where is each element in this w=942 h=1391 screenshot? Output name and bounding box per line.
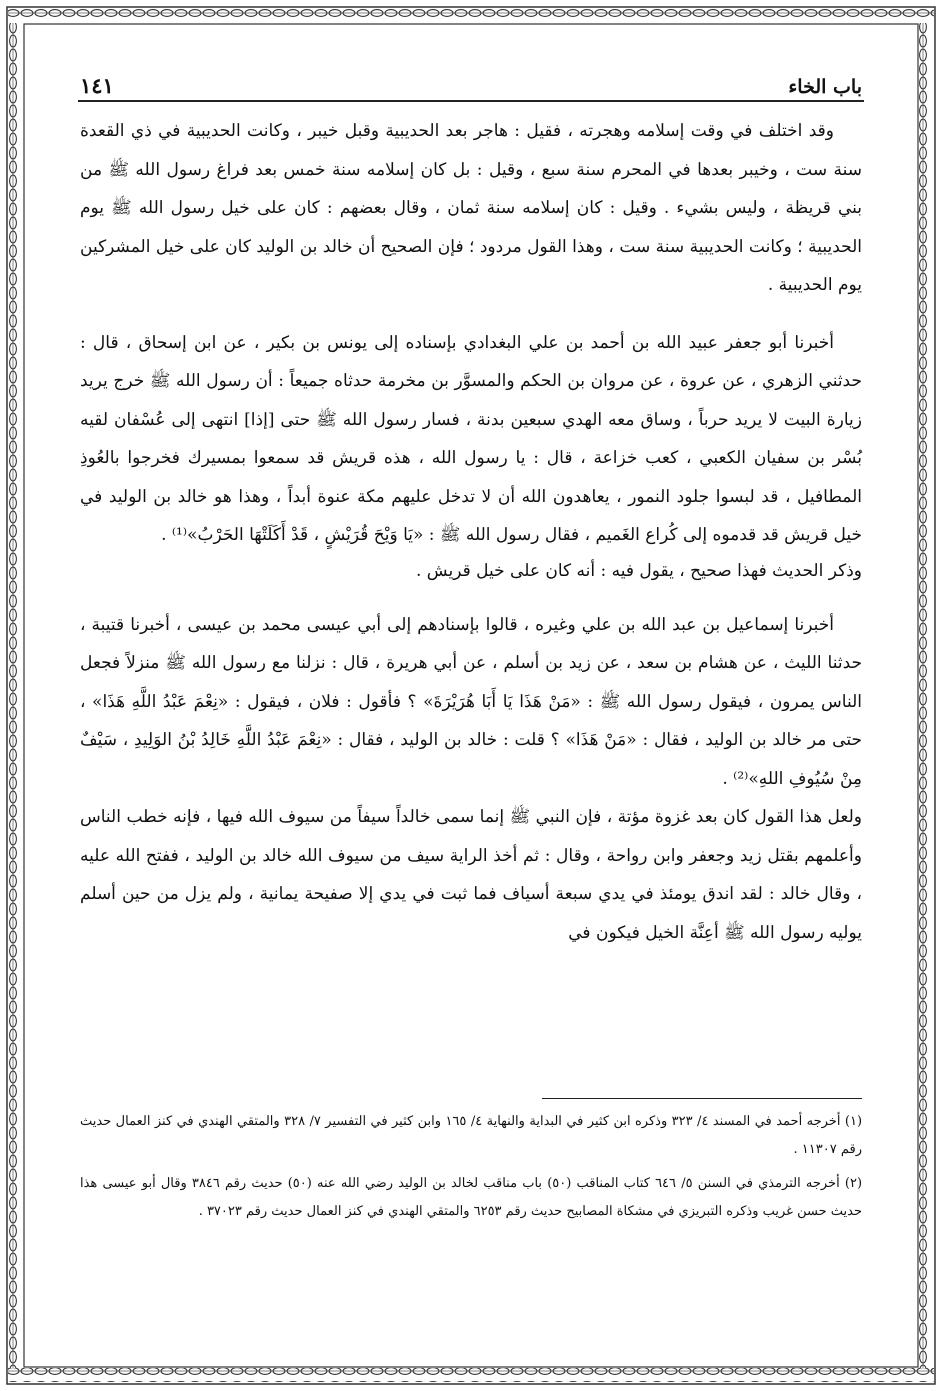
paragraph-hudaybiyya-hadith: أخبرنا أبو جعفر عبيد الله بن أحمد بن علي البغدادي بإسناده إلى يونس بن بكير ، عن ابن إسحاق ، قال : حدثني الزهري ، عن عروة ، عن مروان بن الحكم والمسوَّر بن مخرمة حدثاه جميعاً : أن رسول الله ﷺ خرج يريد زيارة البيت لا يريد حرباً ، وساق معه الهدي سبعين بدنة ، فسار رسول الله ﷺ حتى [إذا] انتهى إلى عُسْفان لقيه بُسْر بن سفيان الكعبي ، كعب خزاعة ، قال : يا رسول الله ، هذه قريش قد سمعوا بمسيرك فخرجوا بالعُوذِ المطافيل ، قد لبسوا جلود النمور ، يعاهدون الله أن لا تدخل عليهم مكة عنوة أبداً ، وهذا هو خالد بن الوليد في خيل قريش قد قدموه إلى كُراع الغَميم ، فقال رسول الله ﷺ : «يَا وَيْحَ قُرَيْشٍ ، قَدْ أَكَلَتْهَا الحَرْبُ»⁽¹⁾ . (80, 332, 862, 545)
footnote-1: (١) أخرجه أحمد في المسند ٤/ ٣٢٣ وذكره ابن كثير في البداية والنهاية ٤/ ١٦٥ وابن كثير في التفسير ٧/ ٣٢٨ والمتقي الهندي في كنز العمال حديث رقم ١١٣٠٧ . (80, 1114, 863, 1157)
paragraph-hadith-note: وذكر الحديث فهذا صحيح ، يقول فيه : أنه كان على خيل قريش . (416, 560, 862, 581)
header-rule (78, 100, 864, 102)
paragraph-abu-hurayra-hadith: أخبرنا إسماعيل بن عبد الله بن علي وغيره ، قالوا بإسنادهم إلى أبي عيسى محمد بن عيسى ، أخبرنا قتيبة ، حدثنا الليث ، عن هشام بن سعد ، عن زيد بن أسلم ، عن أبي هريرة ، قال : نزلنا مع رسول الله ﷺ منزلاً فجعل الناس يمرون ، فيقول رسول الله ﷺ : «مَنْ هَذَا يَا أَبَا هُرَيْرَةَ» ؟ فأقول : فلان ، فيقول : «نِعْمَ عَبْدُ اللَّهِ هَذَا» ، حتى مر خالد بن الوليد ، فقال : «مَنْ هَذَا» ؟ قلت : خالد بن الوليد ، فقال : «نِعْمَ عَبْدُ اللَّهِ خَالِدُ بْنُ الوَلِيدِ ، سَيْفٌ مِنْ سُيُوفِ اللهِ»⁽²⁾ . (80, 614, 862, 789)
footnote-rule (542, 1098, 862, 1099)
page-number: ١٤١ (80, 73, 114, 98)
footnote-2: (٢) أخرجه الترمذي في السنن ٥/ ٦٤٦ كتاب المناقب (٥٠) باب مناقب لخالد بن الوليد رضي الله عنه (٥٠) حديث رقم ٣٨٤٦ وقال أبو عيسى هذا حديث حسن غريب وذكره التبريزي في مشكاة المصابيح حديث رقم ٦٢٥٣ والمتقي الهندي في كنز العمال حديث رقم ٣٧٠٢٣ . (80, 1176, 863, 1219)
chapter-title: باب الخاء (788, 76, 862, 98)
footnotes (80, 1108, 862, 1232)
paragraph-hijra: وقد اختلف في وقت إسلامه وهجرته ، فقيل : هاجر بعد الحديبية وقبل خيبر ، وكانت الحديبية في ذي القعدة سنة ست ، وخيبر بعدها في المحرم سنة سبع ، وقيل : بل كان إسلامه سنة خمس بعد فراغ رسول الله ﷺ من بني قريظة ، وليس بشيء . وقيل : كان إسلامه سنة ثمان ، وقال بعضهم : كان على خيل رسول الله ﷺ يوم الحديبية ؛ وكانت الحديبية سنة ست ، وهذا القول مردود ؛ فإن الصحيح أن خالد بن الوليد كان على خيل المشركين يوم الحديبية . (80, 121, 862, 295)
main-text (80, 112, 862, 952)
running-header (80, 62, 862, 98)
paragraph-mutah: ولعل هذا القول كان بعد غزوة مؤتة ، فإن النبي ﷺ إنما سمى خالداً سيفاً من سيوف الله فيها ، فإنه خطب الناس وأعلمهم بقتل زيد وجعفر وابن رواحة ، وقال : ثم أخذ الراية سيف من سيوف الله خالد بن الوليد ، ففتح الله عليه ، وقال خالد : لقد اندق يومئذ في يدي سبعة أسياف فما ثبت في يدي إلا صفيحة يمانية ، ولم يزل من حين أسلم يوليه رسول الله ﷺ أعِنَّة الخيل فيكون في (80, 807, 862, 943)
